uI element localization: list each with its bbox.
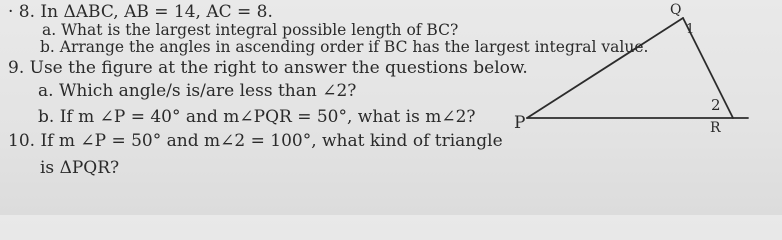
side-pq [527, 18, 683, 118]
problem-9a: a. Which angle/s is/are less than ∠2? [38, 81, 357, 101]
vertex-q-label: Q [670, 2, 682, 18]
angle-2-label: 2 [711, 96, 721, 114]
angle-1-label: 1 [686, 22, 695, 37]
problem-8b: b. Arrange the angles in ascending order if BC has the largest integral value. [40, 38, 649, 56]
problem-10-line2: is ΔPQR? [40, 158, 120, 178]
problem-9b: b. If m ∠P = 40° and m∠PQR = 50°, what is m∠2? [38, 107, 476, 127]
problem-8-given: ΔABC, AB = 14, AC = 8. [63, 2, 273, 22]
vertex-r-label: R [710, 120, 721, 136]
problem-8a: a. What is the largest integral possible length of BC? [42, 21, 459, 39]
problem-9-stem: 9. Use the figure at the right to answer the questions below. [8, 58, 528, 78]
problem-8-prefix: · 8. In [8, 2, 64, 22]
vertex-p-label: P [514, 113, 526, 133]
problem-10-line1: 10. If m ∠P = 50° and m∠2 = 100°, what kind of triangle [8, 131, 503, 151]
